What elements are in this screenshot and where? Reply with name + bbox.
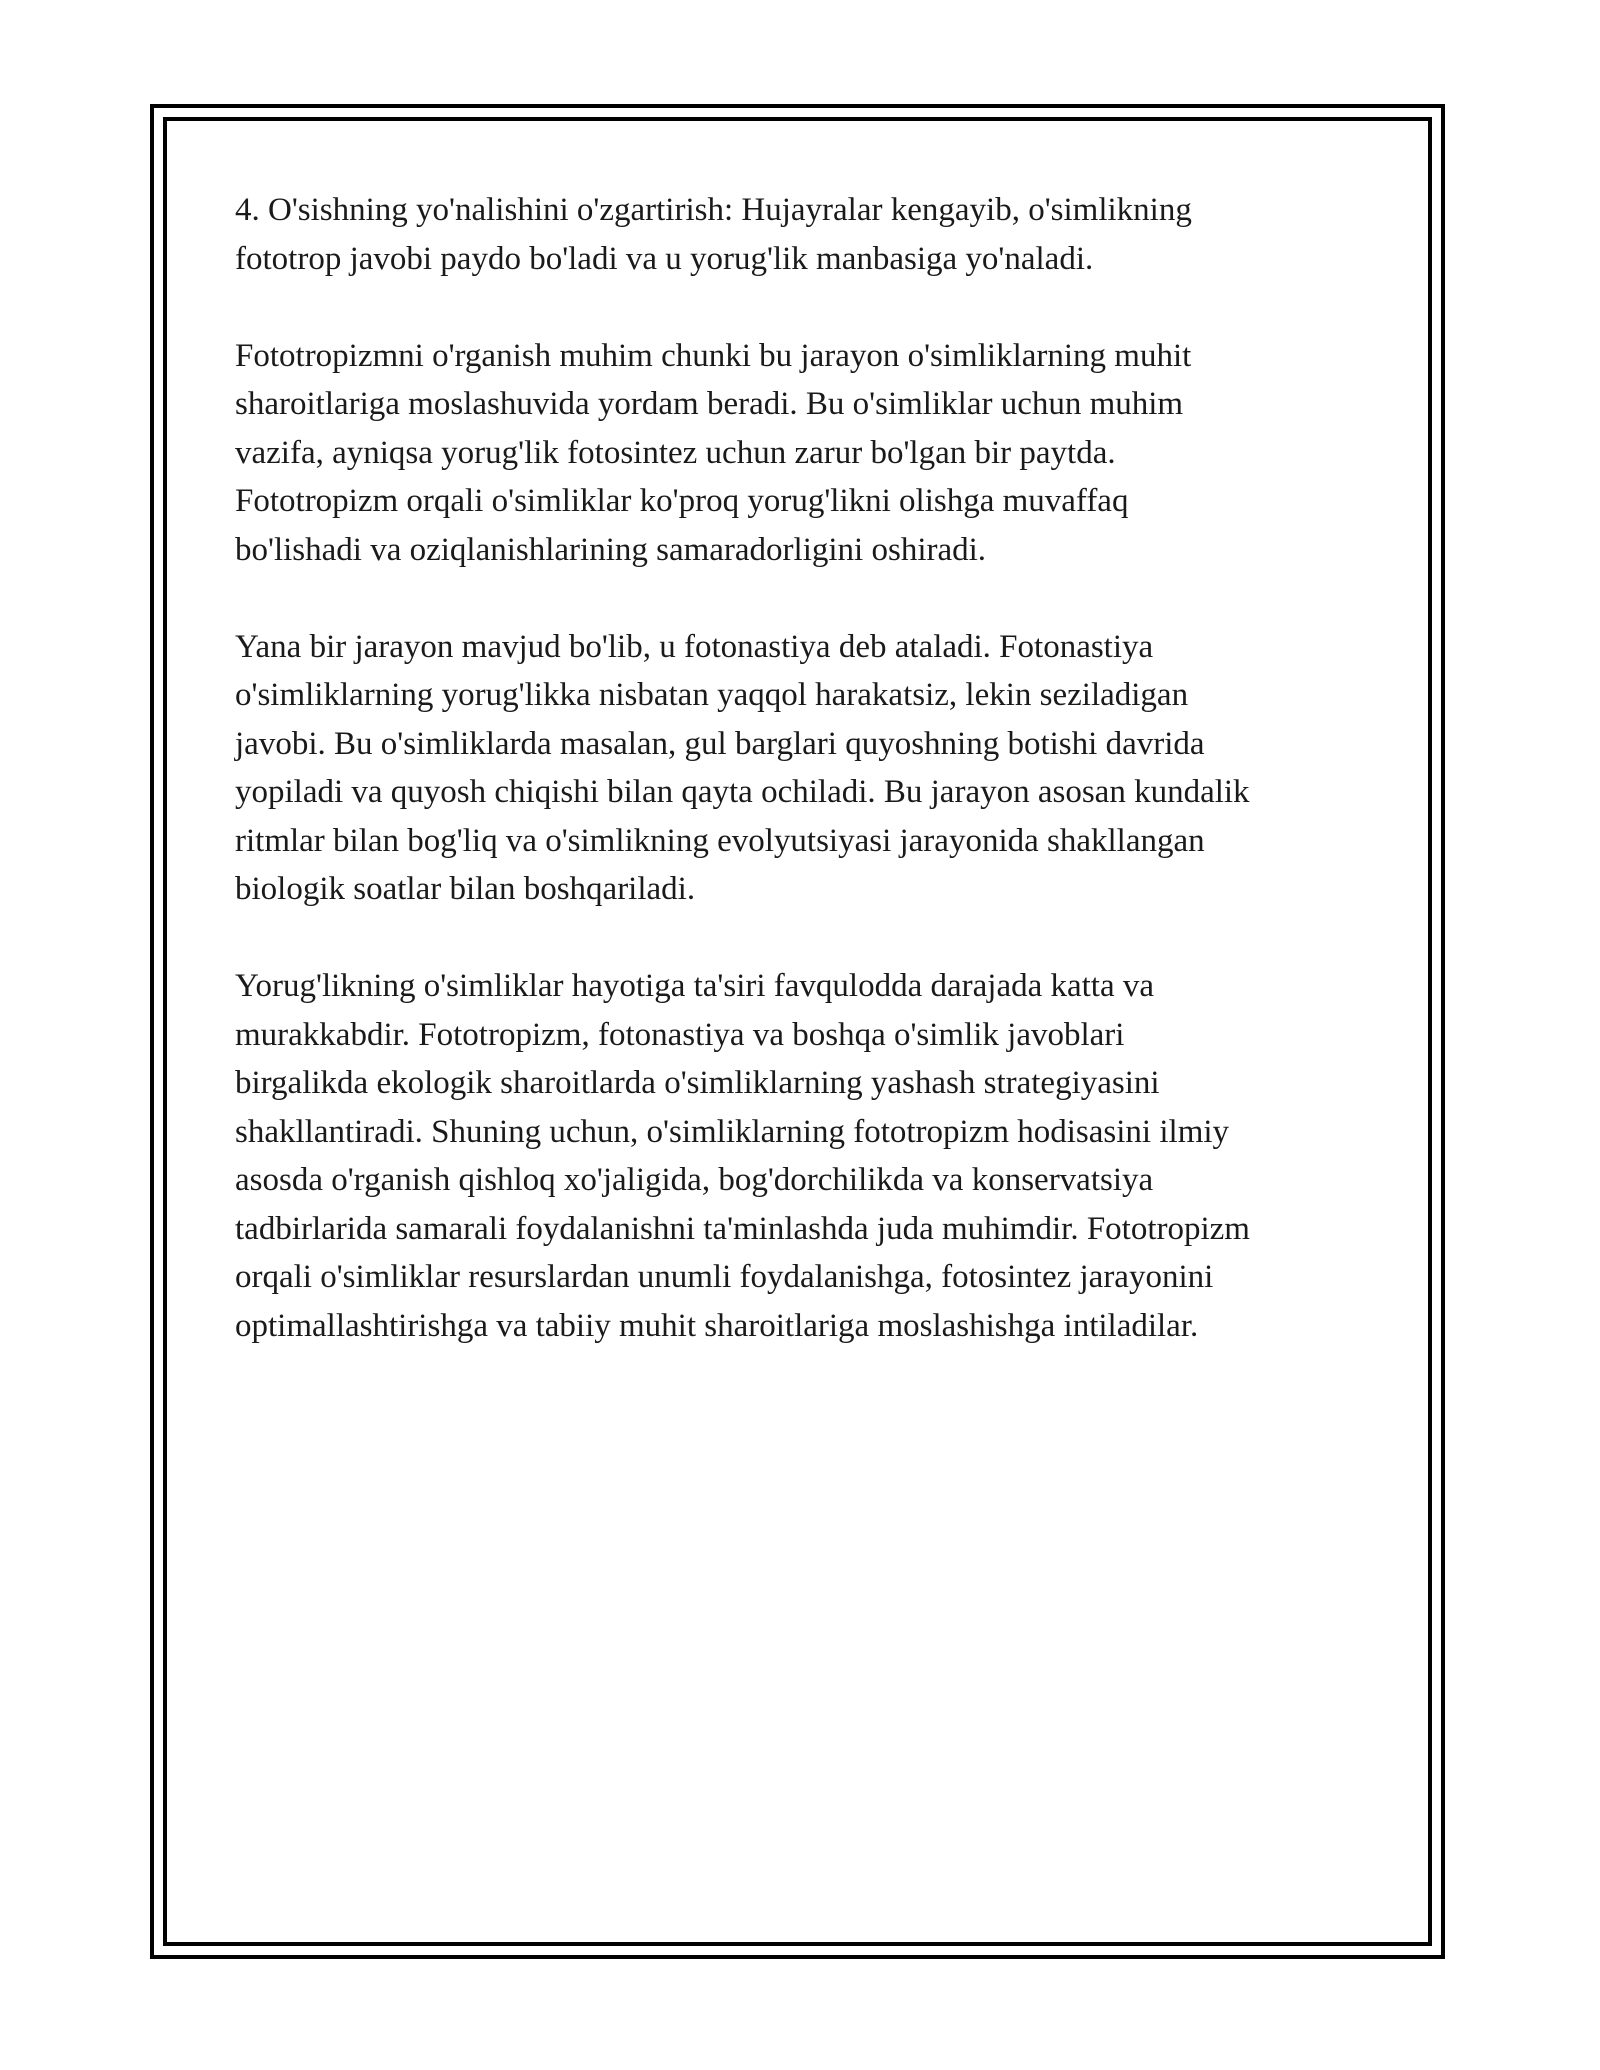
paragraph-line: 4. O'sishning yo'nalishini o'zgartirish: Hujayralar kengayib, o'simlikning [235,192,1192,228]
paragraph-line: fototrop javobi paydo bo'ladi va u yorug'lik manbasiga yo'naladi. [235,240,1094,277]
paragraph-line: yopiladi va quyosh chiqishi bilan qayta ochiladi. Bu jarayon asosan kundalik [235,774,1250,810]
paragraph-line: o'simliklarning yorug'likka nisbatan yaqqol harakatsiz, lekin seziladigan [235,677,1189,713]
paragraph-line: tadbirlarida samarali foydalanishni ta'minlashda juda muhimdir. Fototropizm [235,1210,1250,1247]
paragraph-line: birgalikda ekologik sharoitlarda o'simliklarning yashash strategiyasini [235,1065,1160,1101]
paragraph-line: murakkabdir. Fototropizm, fotonastiya va boshqa o'simlik javoblari [235,1016,1125,1053]
paragraph-line: optimallashtirishga va tabiiy muhit sharoitlariga moslashishga intiladilar. [235,1307,1199,1344]
paragraph-line: orqali o'simliklar resurslardan unumli foydalanishga, fotosintez jarayonini [235,1259,1214,1295]
paragraph-line: shakllantiradi. Shuning uchun, o'simliklarning fototropizm hodisasini ilmiy [235,1113,1230,1150]
paragraph-line: Yana bir jarayon mavjud bo'lib, u fotonastiya deb ataladi. Fotonastiya [235,628,1154,665]
paragraph-line: Yorug'likning o'simliklar hayotiga ta'siri favqulodda darajada katta va [235,968,1155,1004]
paragraph-line: sharoitlariga moslashuvida yordam beradi. Bu o'simliklar uchun muhim [235,386,1184,422]
paragraph-line: vazifa, ayniqsa yorug'lik fotosintez uchun zarur bo'lgan bir paytda. [235,434,1116,471]
paragraph-4 [235,962,1380,1350]
document-body [235,186,1380,1350]
paragraph-3 [235,623,1380,914]
paragraph-line: Fototropizmni o'rganish muhim chunki bu jarayon o'simliklarning muhit [235,337,1192,374]
paragraph-line: ritmlar bilan bog'liq va o'simlikning evolyutsiyasi jarayonida shakllangan [235,822,1205,859]
paragraph-line: biologik soatlar bilan boshqariladi. [235,871,696,907]
paragraph-1 [235,186,1380,283]
paragraph-line: asosda o'rganish qishloq xo'jaligida, bog'dorchilikda va konservatsiya [235,1162,1154,1198]
paragraph-2 [235,332,1380,575]
paragraph-line: javobi. Bu o'simliklarda masalan, gul barglari quyoshning botishi davrida [235,725,1205,762]
paragraph-line: Fototropizm orqali o'simliklar ko'proq yorug'likni olishga muvaffaq [235,483,1129,519]
paragraph-line: bo'lishadi va oziqlanishlarining samaradorligini oshiradi. [235,531,987,568]
